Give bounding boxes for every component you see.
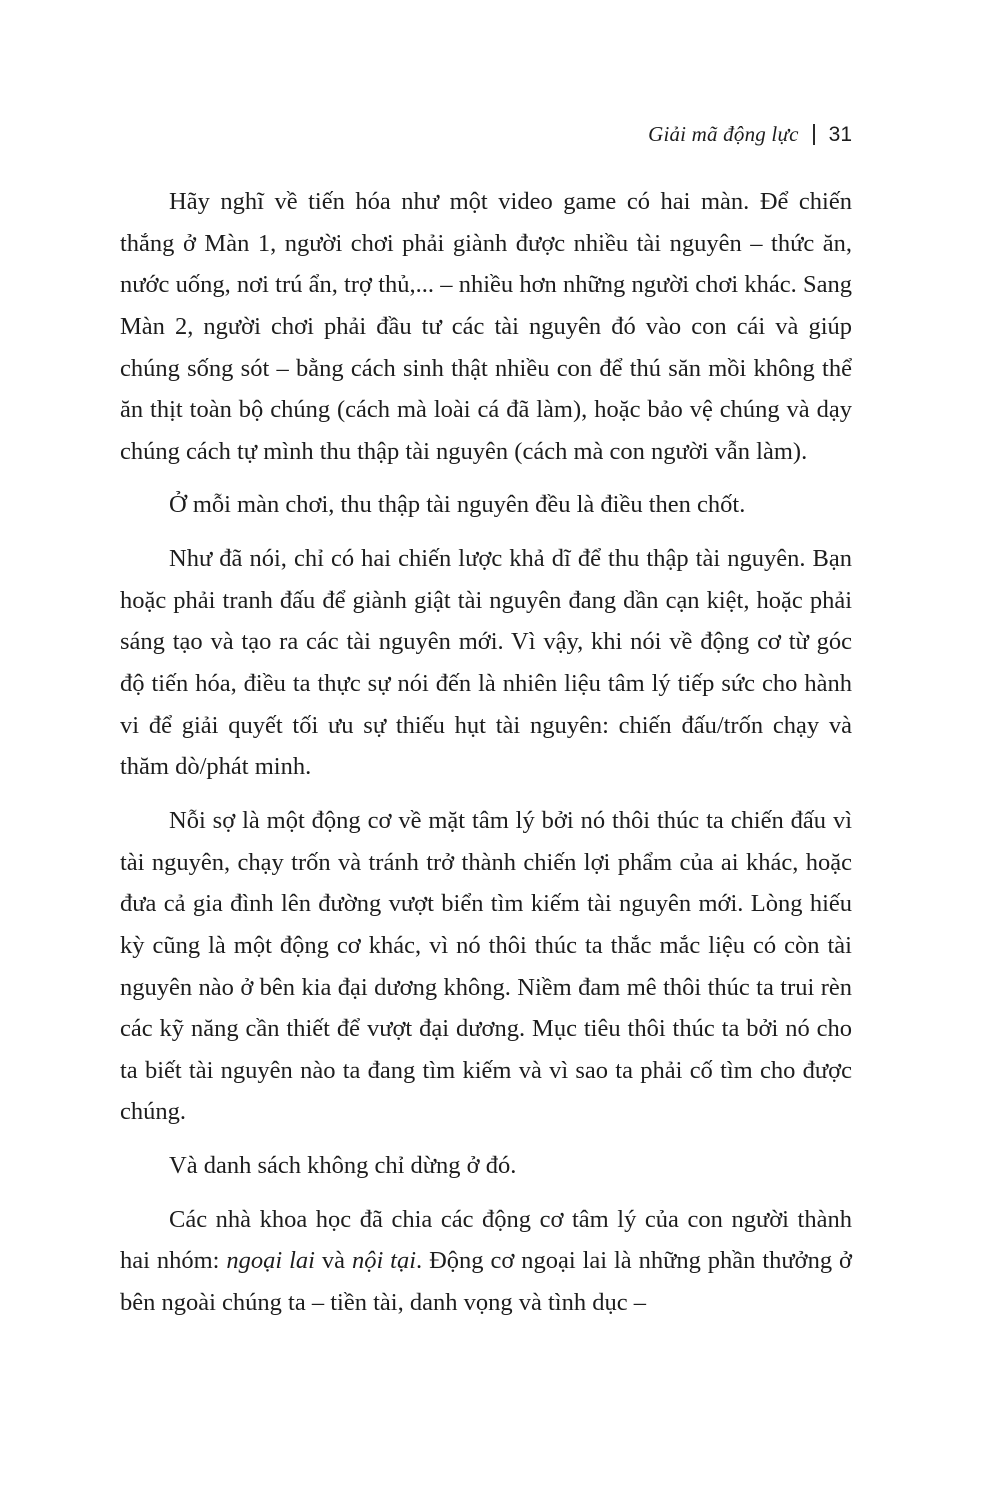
text-run: Như đã nói, chỉ có hai chiến lược khả dĩ để thu thập tài nguyên. Bạn hoặc phải tranh đấu để giành giật tài nguyên đang dần cạn kiệt, hoặc phải sáng tạo và tạo ra các tài nguyên mới. Vì vậy, khi nói về động cơ từ góc độ tiến hóa, điều ta thực sự nói đến là nhiên liệu tâm lý tiếp sức cho hành vi để giải quyết tối ưu sự thiếu hụt tài nguyên: chiến đấu/trốn chạy và thăm dò/phát minh.	[120, 545, 852, 781]
header-divider	[813, 124, 815, 145]
page-number: 31	[828, 122, 852, 146]
page-content	[120, 122, 852, 1324]
paragraph	[120, 538, 852, 788]
page-header	[120, 122, 852, 147]
paragraph	[120, 181, 852, 472]
text-run: Hãy nghĩ về tiến hóa như một video game có hai màn. Để chiến thắng ở Màn 1, người chơi phải giành được nhiều tài nguyên – thức ăn, nước uống, nơi trú ẩn, trợ thủ,... – nhiều hơn những người chơi khác. Sang Màn 2, người chơi phải đầu tư các tài nguyên đó vào con cái và giúp chúng sống sót – bằng cách sinh thật nhiều con để thú săn mồi không thể ăn thịt toàn bộ chúng (cách mà loài cá đã làm), hoặc bảo vệ chúng và dạy chúng cách tự mình thu thập tài nguyên (cách mà con người vẫn làm).	[120, 188, 852, 465]
emphasized-text: ngoại lai	[226, 1247, 315, 1275]
text-run: Và danh sách không chỉ dừng ở đó.	[169, 1152, 517, 1180]
text-run: Nỗi sợ là một động cơ về mặt tâm lý bởi nó thôi thúc ta chiến đấu vì tài nguyên, chạy trốn và tránh trở thành chiến lợi phẩm của ai khác, hoặc đưa cả gia đình lên đường vượt biển tìm kiếm tài nguyên mới. Lòng hiếu kỳ cũng là một động cơ khác, vì nó thôi thúc ta thắc mắc liệu có còn tài nguyên nào ở bên kia đại dương không. Niềm đam mê thôi thúc ta trui rèn các kỹ năng cần thiết để vượt đại dương. Mục tiêu thôi thúc ta bởi nó cho ta biết tài nguyên nào ta đang tìm kiếm và vì sao ta phải cố tìm cho được chúng.	[120, 806, 852, 1126]
page-body	[120, 181, 852, 1324]
paragraph	[120, 800, 852, 1133]
text-run: và	[314, 1247, 352, 1275]
emphasized-text: nội tại	[351, 1247, 417, 1275]
text-run: Ở mỗi màn chơi, thu thập tài nguyên đều là điều then chốt.	[169, 491, 746, 519]
running-title: Giải mã động lực	[648, 122, 799, 146]
text-run: . Động cơ ngoại lai là những phần thưởng ở bên ngoài chúng ta – tiền tài, danh vọng và tình dục –	[120, 1247, 852, 1317]
paragraph	[120, 1199, 852, 1324]
paragraph	[120, 1145, 852, 1187]
text-run: Các nhà khoa học đã chia các động cơ tâm lý của con người thành hai nhóm:	[120, 1205, 852, 1275]
paragraph	[120, 484, 852, 526]
